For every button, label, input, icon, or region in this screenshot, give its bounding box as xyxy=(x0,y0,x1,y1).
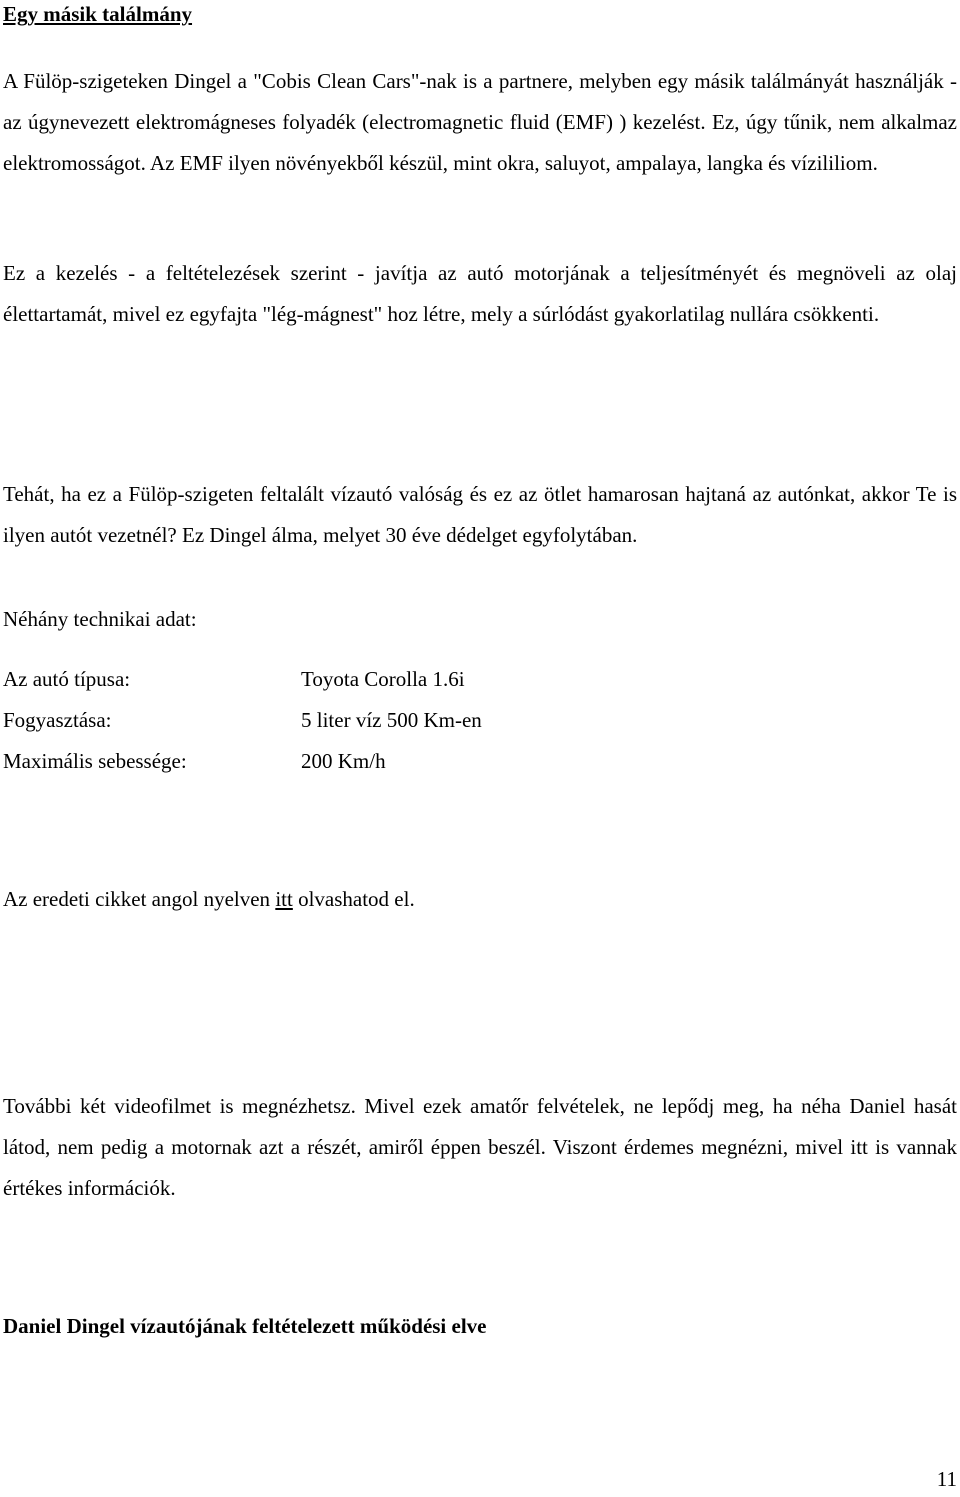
spec-label: Maximális sebessége: xyxy=(3,749,187,773)
spec-row-max-speed xyxy=(3,741,957,782)
original-article-text-after: olvashatod el. xyxy=(292,887,415,911)
paragraph-videos: További két videofilmet is megnézhetsz. Mivel ezek amatőr felvételek, ne lepődj meg, ha néha Daniel hasát látod, nem pedig a motornak azt a részét, amiről éppen beszél. Viszont érdemes megnézni, mivel itt is vannak értékes információk. xyxy=(3,1094,957,1200)
principle-heading: Daniel Dingel vízautójának feltételezett működési elve xyxy=(3,1314,487,1338)
paragraph-water-car-dream: Tehát, ha ez a Fülöp-szigeten feltalált vízautó valóság és ez az ötlet hamarosan hajtaná az autónkat, akkor Te is ilyen autót vezetnél? Ez Dingel álma, melyet 30 éve dédelget egyfolytában. xyxy=(3,482,957,547)
paragraph-emf-treatment: A Fülöp-szigeteken Dingel a "Cobis Clean Cars"-nak is a partnere, melyben egy másik találmányát használják - az úgynevezett elektromágneses folyadék (electromagnetic fluid (EMF) ) kezelést. Ez, úgy tűnik, nem alkalmaz elektromosságot. Az EMF ilyen növényekből készül, mint okra, saluyot, ampalaya, langka és vízililiom. xyxy=(3,69,957,175)
spec-value: Toyota Corolla 1.6i xyxy=(301,667,465,691)
specs-intro: Néhány technikai adat: xyxy=(3,607,197,631)
original-article-text-before: Az eredeti cikket angol nyelven xyxy=(3,887,276,911)
spec-row-consumption xyxy=(3,700,957,741)
spec-label: Fogyasztása: xyxy=(3,708,112,732)
section-heading: Egy másik találmány xyxy=(3,2,193,26)
spec-row-car-type xyxy=(3,659,957,700)
original-article-link[interactable]: itt xyxy=(275,887,293,911)
paragraph-engine-performance: Ez a kezelés - a feltételezések szerint - javítja az autó motorjának a teljesítményét és megnöveli az olaj élettartamát, mivel ez egyfajta "lég-mágnest" hoz létre, mely a súrlódást gyakorlatilag nullára csökkenti. xyxy=(3,261,957,326)
original-article-line xyxy=(3,879,957,920)
spec-value: 200 Km/h xyxy=(301,749,386,773)
spec-label: Az autó típusa: xyxy=(3,667,131,691)
page-number: 11 xyxy=(936,1467,957,1491)
spec-value: 5 liter víz 500 Km-en xyxy=(301,708,482,732)
